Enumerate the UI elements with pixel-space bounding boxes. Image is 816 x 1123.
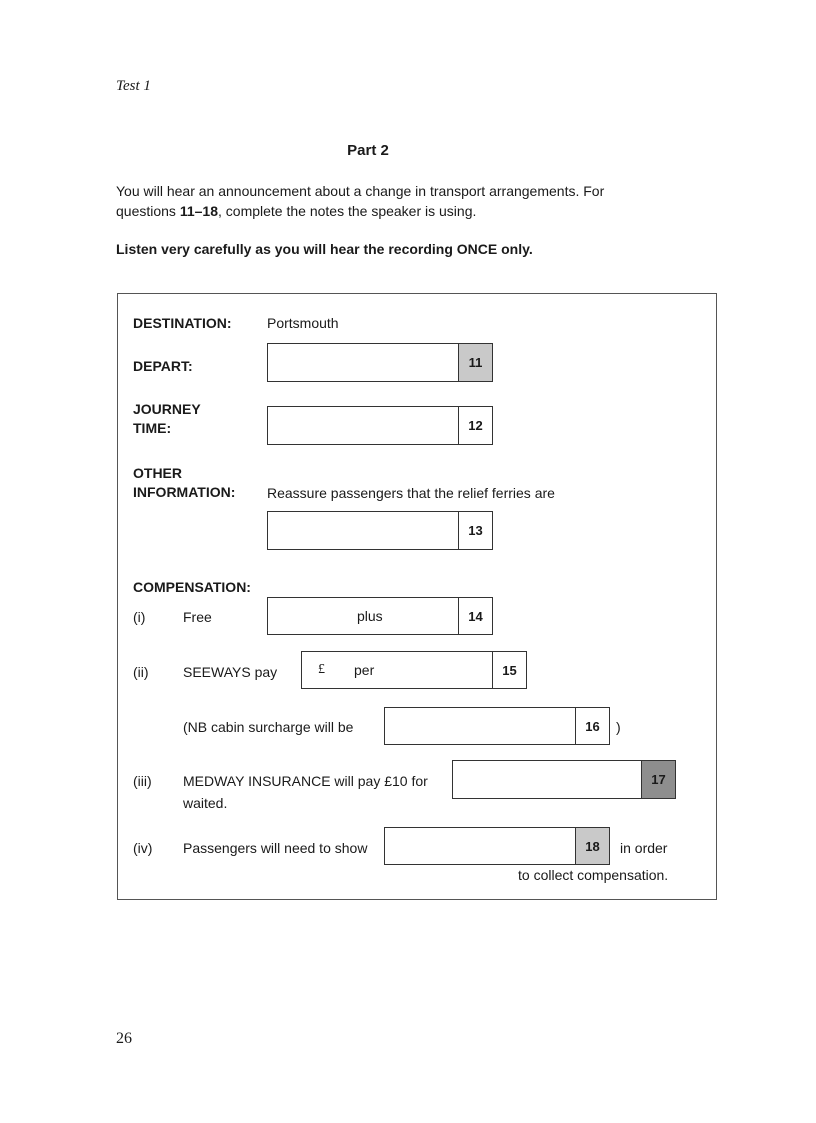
answer-box-11[interactable]	[267, 343, 493, 382]
answer-box-13[interactable]	[267, 511, 493, 550]
answer-box-14[interactable]	[267, 597, 493, 635]
item-ii-text: SEEWAYS pay	[183, 664, 278, 680]
item-iv-line-2: to collect compensation.	[518, 867, 669, 883]
item-iii-text-2: waited.	[183, 795, 228, 811]
question-number-16: 16	[575, 708, 609, 744]
question-range: 11–18	[179, 203, 218, 219]
journey-label-2: TIME:	[133, 420, 172, 436]
nb-text: (NB cabin surcharge will be	[183, 719, 354, 735]
answer-box-17[interactable]	[452, 760, 676, 799]
intro-paragraph	[116, 181, 636, 221]
intro-line-2a: questions	[116, 203, 180, 219]
answer-box-16[interactable]	[384, 707, 610, 745]
instruction: Listen very carefully as you will hear the recording ONCE only.	[116, 241, 533, 257]
answer-box-15[interactable]	[301, 651, 527, 689]
pound-sign: £	[318, 662, 325, 677]
intro-line-1: You will hear an announcement about a change in transport arrangements. For	[116, 183, 605, 199]
part-title: Part 2	[347, 142, 389, 159]
question-number-13: 13	[458, 512, 492, 549]
other-label-2: INFORMATION:	[133, 484, 236, 500]
per-text: per	[354, 662, 375, 678]
question-number-18: 18	[575, 828, 609, 864]
running-head: Test 1	[116, 78, 151, 94]
item-ii-number: (ii)	[133, 664, 149, 680]
destination-value: Portsmouth	[267, 315, 339, 331]
destination-label: DESTINATION:	[133, 315, 232, 331]
item-iv-after: in order	[620, 840, 668, 856]
question-number-11: 11	[458, 344, 492, 381]
item-i-text: Free	[183, 609, 212, 625]
nb-close-paren: )	[616, 719, 621, 735]
item-i-number: (i)	[133, 609, 146, 625]
other-label-1: OTHER	[133, 465, 182, 481]
item-iv-text: Passengers will need to show	[183, 840, 368, 856]
depart-label: DEPART:	[133, 358, 193, 374]
answer-box-18[interactable]	[384, 827, 610, 865]
question-number-12: 12	[458, 407, 492, 444]
journey-label-1: JOURNEY	[133, 401, 201, 417]
plus-text: plus	[357, 608, 383, 624]
intro-line-2b: , complete the notes the speaker is using.	[218, 203, 477, 219]
question-number-14: 14	[458, 598, 492, 634]
item-iv-number: (iv)	[133, 840, 153, 856]
page-number: 26	[116, 1030, 132, 1047]
compensation-label: COMPENSATION:	[133, 579, 251, 595]
answer-box-12[interactable]	[267, 406, 493, 445]
notes-box	[117, 293, 717, 900]
other-text: Reassure passengers that the relief ferries are	[267, 485, 555, 501]
item-iii-text-1: MEDWAY INSURANCE will pay £10 for	[183, 773, 428, 789]
item-iii-number: (iii)	[133, 773, 152, 789]
question-number-17: 17	[641, 761, 675, 798]
question-number-15: 15	[492, 652, 526, 688]
